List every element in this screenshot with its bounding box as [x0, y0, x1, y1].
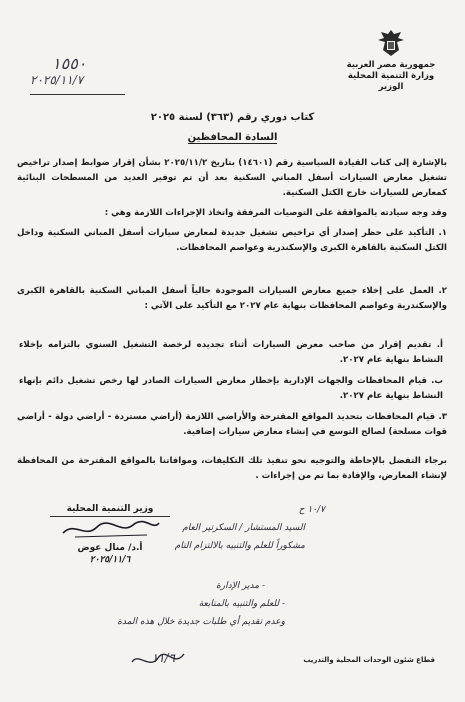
handwritten-date: ٢٠٢٥/١١/٧	[30, 73, 84, 87]
handwritten-number: ١٥٥٠	[52, 54, 87, 73]
item-1	[17, 226, 447, 256]
signature-date: ٢٠٢٥/١١/٦	[89, 555, 131, 565]
item-2a: أ. تقديم إقرار من صاحب معرض السيارات أثناء تجديده لرخصة التشغيل السنوي بالتزامه بإخلاء النشاط بنهاية عام ٢٠٢٧.	[19, 340, 443, 365]
intro-paragraph: بالإشارة إلى كتاب القيادة السياسية رقم (١٤٦٠١) بتاريخ ٢٠٢٥/١١/٢ بشأن إقرار ضوابط إصدار تراخيص تشغيل معارض السيارات أسفل المباني السكنية بعد أن تم توفير العديد من المسطحات البنائية كمعارض للسيارات خارج الكتل السكنية.	[17, 158, 447, 198]
header-office: الوزير	[378, 82, 404, 92]
handwritten-note-4: - مدير الإدارة	[216, 581, 265, 591]
handwritten-note-2: السيد المستشار / السكرتير العام	[182, 523, 305, 533]
handwritten-note-5: - للعلم والتنبيه بالمتابعة	[198, 599, 285, 609]
item-2-text: العمل على إخلاء جميع معارض السيارات الموجودة حالياً أسفل المباني السكنية بالقاهرة الكبرى والإسكندرية وعواصم المحافظات بنهاية عام ٢٠٢٧ مع التأكيد على الآتي :	[17, 286, 447, 311]
header-country: جمهورية مصر العربية	[346, 60, 436, 70]
item-1-number: ١.	[438, 228, 447, 238]
signature-name: أ.د/ منال عوض	[77, 543, 143, 553]
closing-paragraph: برجاء التفضل بالإحاطة والتوجيه نحو تنفيذ تلك التكليفات، وموافاتنا بالمواقع المقترحة من المحافظة لإنشاء المعارض، والإفادة بما تم من إجراءات .	[17, 456, 447, 481]
item-3-number: ٣.	[438, 412, 447, 422]
handwritten-note-3: مشكوراً للعلم والتنبيه بالالتزام التام	[174, 541, 305, 551]
item-2b: ب. قيام المحافظات والجهات الإدارية بإخطار معارض السيارات الصادر لها رخص تشغيل دائم بإنهاء النشاط بنهاية عام ٢٠٢٧.	[19, 376, 443, 401]
signature-block	[50, 504, 170, 565]
handwritten-note-1: ١٠/٧ ح	[298, 505, 325, 515]
scribble-mark-icon	[128, 648, 188, 672]
item-2	[17, 284, 447, 314]
letterhead	[331, 28, 451, 93]
signature-title: وزير التنمية المحلية	[50, 504, 170, 517]
item-1-text: التأكيد على حظر إصدار أي تراخيص تشغيل جديدة لمعارض سيارات أسفل المباني السكنية وداخل الكتل السكنية بالقاهرة الكبرى والإسكندرية وعواصم المحافظات.	[17, 228, 447, 253]
item-3-text: قيام المحافظات بتحديد المواقع المقترحة والأراضي اللازمة (أراضي مستردة - أراضي دولة - أراضي قوات مسلحة) لصالح التوسع في إنشاء معارض سيارات إضافية.	[17, 412, 447, 437]
handwritten-reference	[30, 54, 86, 87]
directive-paragraph: وقد وجه سيادته بالموافقة على التوصيات المرفقة واتخاذ الإجراءات اللازمة وهي :	[104, 208, 447, 218]
letter-addressee: السادة المحافظين	[187, 132, 278, 143]
handwritten-signature-icon	[55, 519, 165, 541]
footer-department: قطاع شئون الوحدات المحلية والتدريب	[303, 656, 435, 664]
eagle-emblem-icon	[377, 28, 405, 58]
letter-title: كتاب دوري رقم (٣٦٣) لسنة ٢٠٢٥	[150, 112, 315, 123]
handwritten-note-7: ١١/٦	[151, 651, 175, 665]
item-2-number: ٢.	[438, 286, 447, 296]
header-ministry: وزارة التنمية المحلية	[347, 71, 435, 81]
handwritten-note-6: وعدم تقديم أي طلبات جديدة خلال هذه المدة	[117, 617, 285, 627]
item-3	[17, 410, 447, 440]
